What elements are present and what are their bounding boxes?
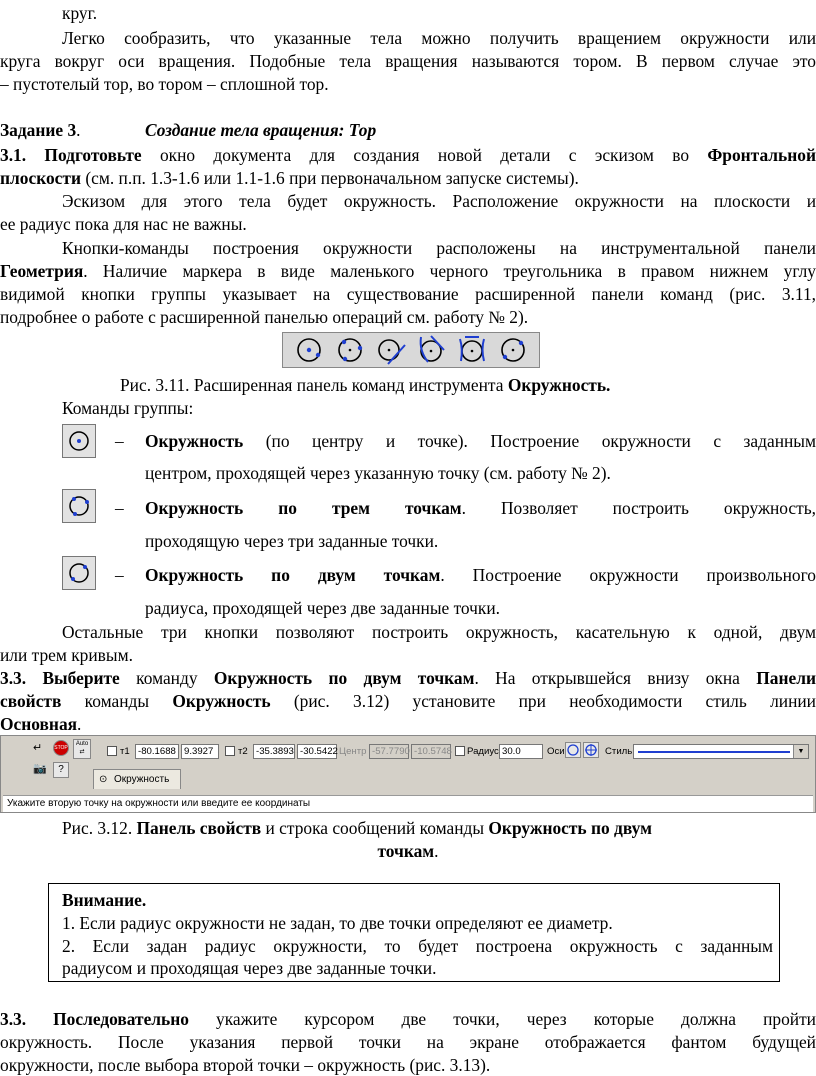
attention-title: Внимание. — [62, 890, 147, 910]
t2-label: т2 — [238, 746, 248, 757]
dash: – — [115, 498, 124, 518]
camera-icon[interactable]: 📷 — [33, 763, 47, 775]
circle-commands-toolbar — [282, 332, 540, 368]
circle-center-point-button[interactable] — [62, 424, 96, 458]
t1-label: т1 — [120, 746, 130, 757]
command-desc: Окружность по двум точкам. Построение окружности произвольного — [145, 565, 816, 585]
command-desc: Окружность по трем точкам. Позволяет построить окружность, — [145, 498, 816, 518]
text-line: радиуса, проходящей через две заданные точки. — [145, 598, 501, 618]
properties-panel — [0, 735, 816, 813]
line-style-select[interactable]: ▼ — [633, 744, 809, 759]
text-line: Геометрия. Наличие маркера в виде маленького черного треугольника в правом нижнем углу — [0, 261, 816, 281]
figure-caption: Рис. 3.11. Расширенная панель команд инструмента Окружность. — [120, 375, 611, 395]
step-3-1: 3.1. Подготовьте окно документа для создания новой детали с эскизом во Фронтальной — [0, 145, 816, 165]
text-line: видимой кнопки группы указывает на существование расширенной панели команд (рис. 3.11, — [0, 284, 816, 304]
circle-two-points-icon — [63, 557, 95, 589]
step-3-3b: 3.3. Последовательно укажите курсором две точки, через которые должна пройти — [0, 1009, 816, 1029]
circle-two-points-button[interactable] — [62, 556, 96, 590]
center-y-field: -10.5748 — [411, 744, 451, 759]
text-line: Легко сообразить, что указанные тела можно получить вращением окружности или — [62, 28, 816, 48]
axes-on-button[interactable] — [583, 742, 599, 758]
circle-three-points-icon — [63, 490, 95, 522]
text-line: Основная. — [0, 714, 82, 734]
text-line: Остальные три кнопки позволяют построить окружность, касательную к одной, двум — [62, 622, 816, 642]
text-line: центром, проходящей через указанную точку (см. работу № 2). — [145, 463, 611, 483]
text-line: Команды группы: — [62, 398, 194, 418]
attention-item: 2. Если задан радиус окружности, то будет построена окружность с заданным — [62, 936, 773, 956]
axes-off-button[interactable] — [565, 742, 581, 758]
t1-y-field[interactable]: 9.3927 — [181, 744, 219, 759]
t2-checkbox[interactable] — [225, 746, 235, 756]
text-line: круг. — [62, 3, 98, 23]
figure-caption: Рис. 3.12. Панель свойств и строка сообщений команды Окружность по двум — [62, 818, 652, 838]
circle-tangent-curve-icon[interactable] — [376, 335, 406, 365]
figure-caption: точкам. — [377, 841, 439, 861]
tab-circle[interactable]: ⊙ Окружность — [93, 769, 181, 789]
t1-x-field[interactable]: -80.1688 — [135, 744, 179, 759]
t2-y-field[interactable]: -30.5422 — [297, 744, 337, 759]
circle-tangent-two-curves-icon[interactable] — [416, 335, 446, 365]
text-line: плоскости (см. п.п. 1.3-1.6 или 1.1-1.6 при первоначальном запуске системы). — [0, 168, 579, 188]
text-line: окружности, после выбора второй точки – окружность (рис. 3.13). — [0, 1055, 491, 1075]
text-line: свойств команды Окружность (рис. 3.12) установите при необходимости стиль линии — [0, 691, 816, 711]
help-icon[interactable]: ? — [53, 762, 69, 778]
text-line: – пустотелый тор, во тором – сплошной тор. — [0, 74, 329, 94]
circle-center-point-icon[interactable] — [294, 335, 324, 365]
circle-tangent-three-curves-icon[interactable] — [457, 335, 487, 365]
text-line: подробнее о работе с расширенной панелью операций см. работу № 2). — [0, 307, 529, 327]
axes-label: Оси — [547, 746, 565, 757]
enter-icon[interactable]: ↵ — [33, 742, 43, 754]
circle-two-points-icon[interactable] — [498, 335, 528, 365]
attention-box — [48, 883, 780, 982]
circle-tab-icon: ⊙ — [99, 774, 108, 785]
step-3-3: 3.3. Выберите команду Окружность по двум точкам. На открывшейся внизу окна Панели — [0, 668, 816, 688]
circle-center-point-icon — [63, 425, 95, 457]
properties-row — [107, 741, 815, 761]
text-line: Кнопки-команды построения окружности расположены на инструментальной панели — [62, 238, 816, 258]
task-title: Создание тела вращения: Тор — [145, 120, 377, 140]
text-line: проходящую через три заданные точки. — [145, 531, 439, 551]
text-line: Эскизом для этого тела будет окружность. Расположение окружности на плоскости и — [62, 191, 816, 211]
text-line: круга вокруг оси вращения. Подобные тела вращения называются тором. В первом случае это — [0, 51, 816, 71]
circle-three-points-icon[interactable] — [335, 335, 365, 365]
text-line: окружность. После указания первой точки на экране отображается фантом будущей — [0, 1032, 816, 1052]
command-desc: Окружность (по центру и точке). Построение окружности с заданным — [145, 431, 816, 451]
radius-field[interactable]: 30.0 — [499, 744, 543, 759]
attention-item: 1. Если радиус окружности не задан, то две точки определяют ее диаметр. — [62, 913, 613, 933]
t1-checkbox[interactable] — [107, 746, 117, 756]
task-heading: Задание 3. — [0, 120, 81, 140]
dash: – — [115, 565, 124, 585]
radius-checkbox[interactable] — [455, 746, 465, 756]
status-bar: Укажите вторую точку на окружности или введите ее координаты — [3, 795, 813, 812]
center-label: Центр — [339, 746, 367, 757]
auto-button[interactable]: Auto ⇄ — [73, 739, 91, 759]
t2-x-field[interactable]: -35.3893 — [253, 744, 295, 759]
center-x-field: -57.7790 — [369, 744, 409, 759]
text-line: ее радиус пока для нас не важны. — [0, 214, 247, 234]
dash: – — [115, 431, 124, 451]
attention-item: радиусом и проходящая через две заданные точки. — [62, 958, 437, 978]
style-label: Стиль — [605, 746, 633, 757]
radius-label: Радиус — [467, 746, 499, 757]
stop-button[interactable]: STOP — [53, 740, 69, 756]
text-line: или трем кривым. — [0, 645, 133, 665]
circle-three-points-button[interactable] — [62, 489, 96, 523]
